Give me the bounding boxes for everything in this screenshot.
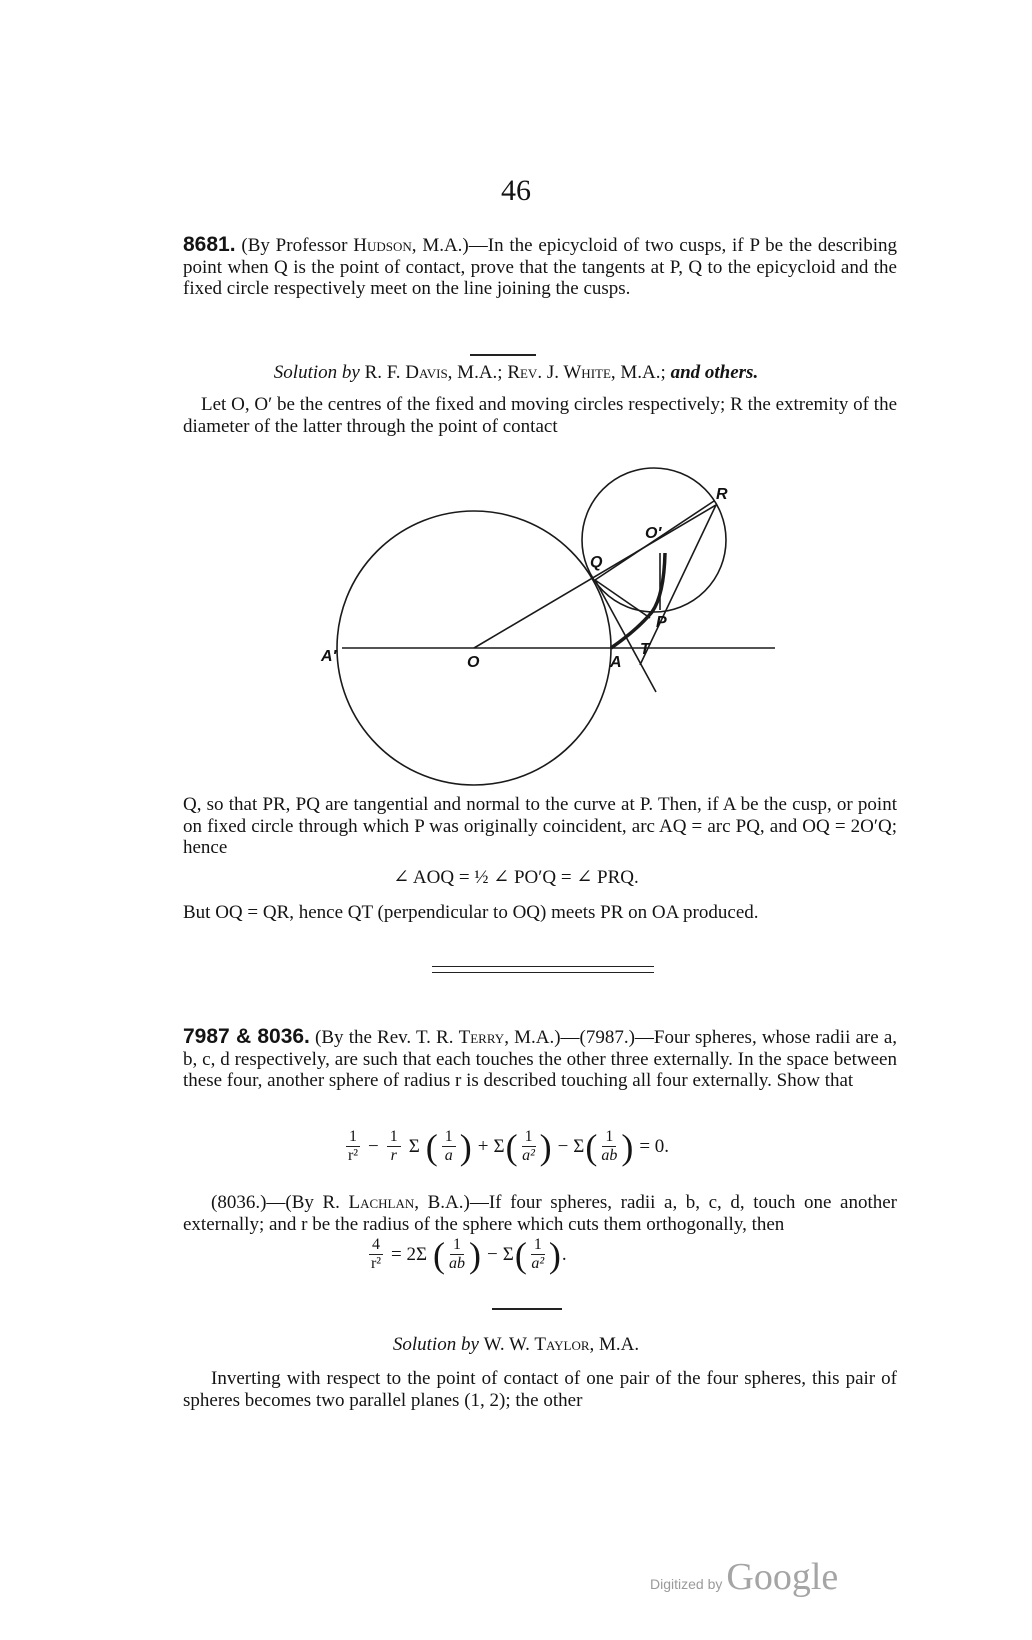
solution-suffix: and others. (670, 362, 759, 383)
question-8036: (8036.)—(By R. Lachlan, B.A.)—If four spheres, radii a, b, c, d, touch one another externally; and r be the radius of the sphere which cuts them orthogonally, then (183, 1192, 898, 1235)
fraction: $\frac{1}{\text{a²}}$ (522, 1128, 535, 1164)
label-T: T (640, 641, 650, 658)
solution-prefix: Solution by (273, 362, 360, 383)
digitized-watermark (650, 1555, 838, 1599)
question-text: , M.A.)—(7987.)—Four spheres, whose radii are a, b, c, d respectively, are such that each touches the other three externally. In the space between these four, another sphere of radius r is described touching all four externally. Show that (183, 1027, 898, 1091)
equation-7987: $\frac{1}{\text{r²}}$ − $\frac{1}{r}$ Σ ( $\frac{1}{a}$ ) + Σ ( $\frac{1}{\text{a²}}$ ) − Σ ( $\frac{1}{ab}$ ) = 0. (347, 1126, 670, 1167)
label-A: A (610, 654, 622, 671)
google-logo: Google (726, 1556, 839, 1598)
double-rule-bottom (432, 972, 654, 973)
label-Q: Q (590, 554, 603, 571)
watermark-small: Digitized by (650, 1576, 723, 1592)
page-number: 46 (501, 174, 531, 207)
question-number: 8681. (183, 233, 236, 256)
label-P: P (656, 614, 667, 631)
question-text: , M.A.)—In the epicycloid of two cusps, if P be the describing point when Q is the point of contact, prove that the tangents at P, Q to the epicycloid and the fixed circle respectively meet on the line joining the cusps. (183, 235, 897, 299)
question-opening: (By the Rev. T. R. (315, 1027, 459, 1048)
question-author: Hudson (353, 235, 412, 256)
section-rule (492, 1308, 562, 1310)
label-O-prime: O′ (645, 525, 662, 542)
solution-authors: R. F. Davis, M.A.; Rev. J. White, M.A.; (364, 362, 666, 383)
label-A-prime: A′ (321, 648, 337, 665)
line-QP (595, 580, 650, 618)
solution-heading-2 (0, 1334, 1032, 1356)
label-O: O (467, 654, 480, 671)
fraction: $\frac{1}{ab}$ (601, 1128, 618, 1164)
solution-paragraph-1: Let O, O′ be the centres of the fixed and moving circles respectively; R the extremity of the diameter of the latter through the point of contact (183, 394, 897, 437)
line-OR (474, 505, 716, 648)
question-author: Lachlan (348, 1192, 415, 1213)
fraction: $\frac{1}{\text{a²}}$ (531, 1236, 545, 1272)
solution-authors: W. W. Taylor, M.A. (483, 1334, 640, 1355)
question-author: Terry (458, 1027, 505, 1048)
solution-equation: ∠ AOQ = ½ ∠ PO′Q = ∠ PRQ. (393, 867, 639, 888)
fraction: $\frac{4}{\text{r²}}$ (370, 1236, 382, 1272)
epicycloid-arc (611, 553, 665, 648)
epicycloid-diagram (0, 0, 1032, 800)
question-opening: (By Professor (241, 235, 354, 256)
solution-prefix: Solution by (392, 1334, 479, 1355)
fraction: $\frac{1}{r}$ (387, 1128, 401, 1165)
equation-8036: $\frac{4}{\text{r²}}$ = 2Σ ( $\frac{1}{ab}$ ) − Σ ( $\frac{1}{\text{a²}}$ ) . (370, 1234, 567, 1275)
fraction: $\frac{1}{\text{r²}}$ (347, 1128, 359, 1164)
fraction: $\frac{1}{a}$ (442, 1128, 456, 1165)
solution-paragraph-2: Q, so that PR, PQ are tangential and normal to the curve at P. Then, if A be the cusp, or point on fixed circle through which P was originally coincident, arc AQ = arc PQ, and OQ = 2O′Q; hence (183, 794, 897, 858)
double-rule-top (432, 966, 654, 967)
label-R: R (716, 486, 728, 503)
solution-2-paragraph: Inverting with respect to the point of contact of one pair of the four spheres, this pair of spheres becomes two parallel planes (1, 2); the other (183, 1368, 897, 1411)
fraction: $\frac{1}{ab}$ (449, 1236, 466, 1272)
question-7987-8036 (183, 1026, 897, 1092)
solution-paragraph-3: But OQ = QR, hence QT (perpendicular to OQ) meets PR on OA produced. (183, 902, 759, 923)
question-number: 7987 & 8036. (183, 1025, 310, 1048)
